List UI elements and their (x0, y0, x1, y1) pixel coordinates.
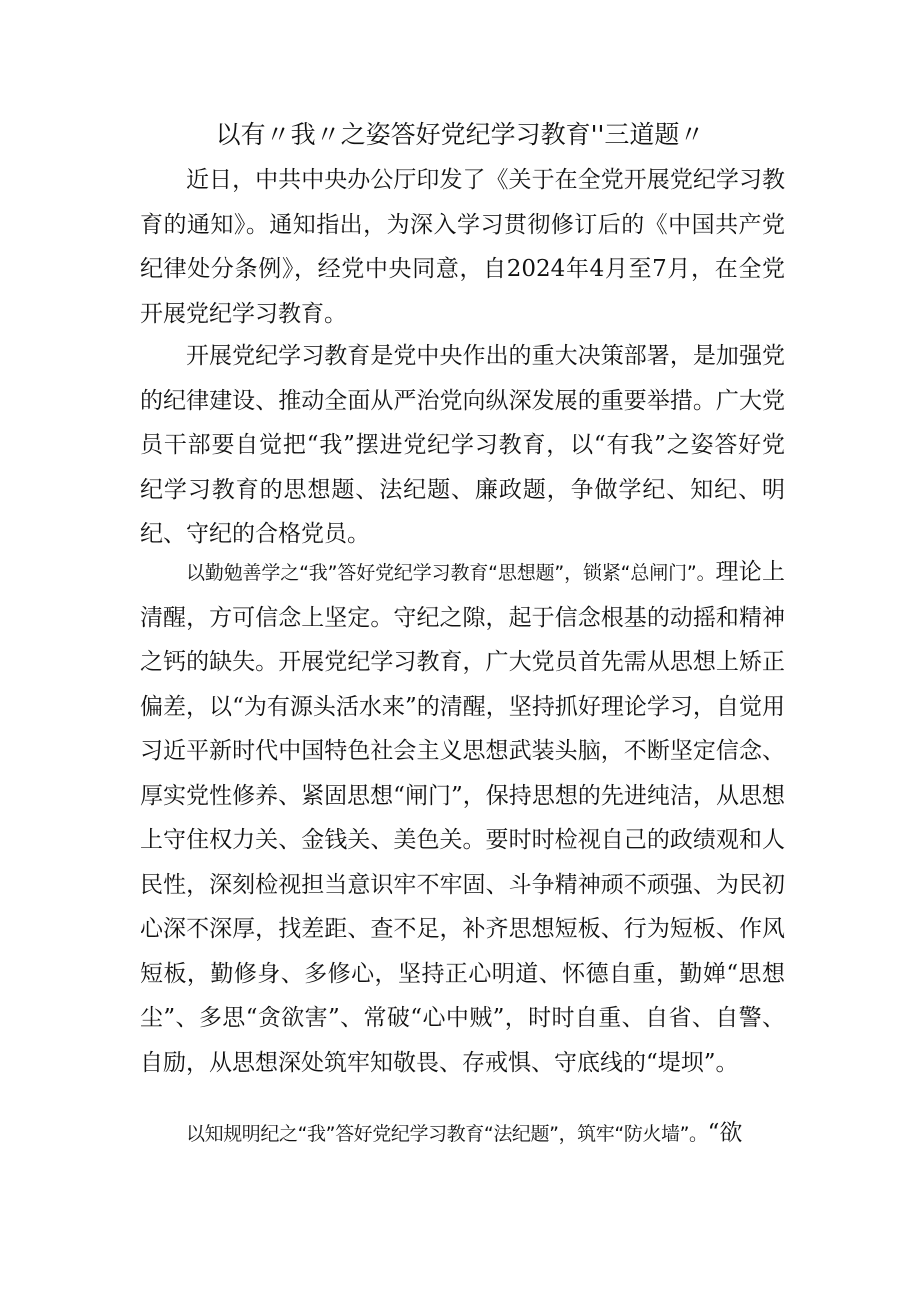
paragraph-2-text: 开展党纪学习教育是党中央作出的重大决策部署，是加强党的纪律建设、推动全面从严治党向纵深发展的重要举措。广大党员干部要自觉把“我”摆进党纪学习教育，以“有我”之姿答好党纪学习教育的思想题、法纪题、廉政题，争做学纪、知纪、明纪、守纪的合格党员。 (140, 343, 785, 547)
paragraph-3 (140, 550, 785, 1085)
document-title: 以有〃我〃之姿答好党纪学习教育''三道题〃 (215, 120, 705, 149)
paragraph-1-text: 近日，中共中央办公厅印发了《关于在全党开展党纪学习教育的通知》。通知指出，为深入学习贯彻修订后的《中国共产党纪律处分条例》，经党中央同意，自2024年4月至7月，在全党开展党纪学习教育。 (140, 167, 785, 327)
paragraph-4-text: “欲 (707, 1120, 743, 1146)
paragraph-1 (140, 158, 785, 336)
paragraph-3-heading: 以勤勉善学之“我”答好党纪学习教育“思想题”，锁紧“总闸门”。 (186, 562, 716, 584)
paragraph-3-text: 理论上清醒，方可信念上坚定。守纪之隙，起于信念根基的动摇和精神之钙的缺失。开展党纪学习教育，广大党员首先需从思想上矫正偏差，以“为有源头活水来”的清醒，坚持抓好理论学习，自觉用习近平新时代中国特色社会主义思想武装头脑，不断坚定信念、厚实党性修养、紧固思想“闸门”，保持思想的先进纯洁，从思想上守住权力关、金钱关、美色关。要时时检视自己的政绩观和人民性，深刻检视担当意识牢不牢固、斗争精神顽不顽强、为民初心深不深厚，找差距、查不足，补齐思想短板、行为短板、作风短板，勤修身、多修心，坚持正心明道、怀德自重，勤婵“思想尘”、多思“贪欲害”、常破“心中贼”，时时自重、自省、自警、自励，从思想深处筑牢知敬畏、存戒惧、守底线的“堤坝”。 (140, 559, 786, 1076)
paragraph-4-heading: 以知规明纪之“我”答好党纪学习教育“法纪题”，筑牢“防火墙”。 (186, 1123, 708, 1145)
paragraph-2 (140, 334, 785, 557)
paragraph-4 (140, 1111, 785, 1157)
